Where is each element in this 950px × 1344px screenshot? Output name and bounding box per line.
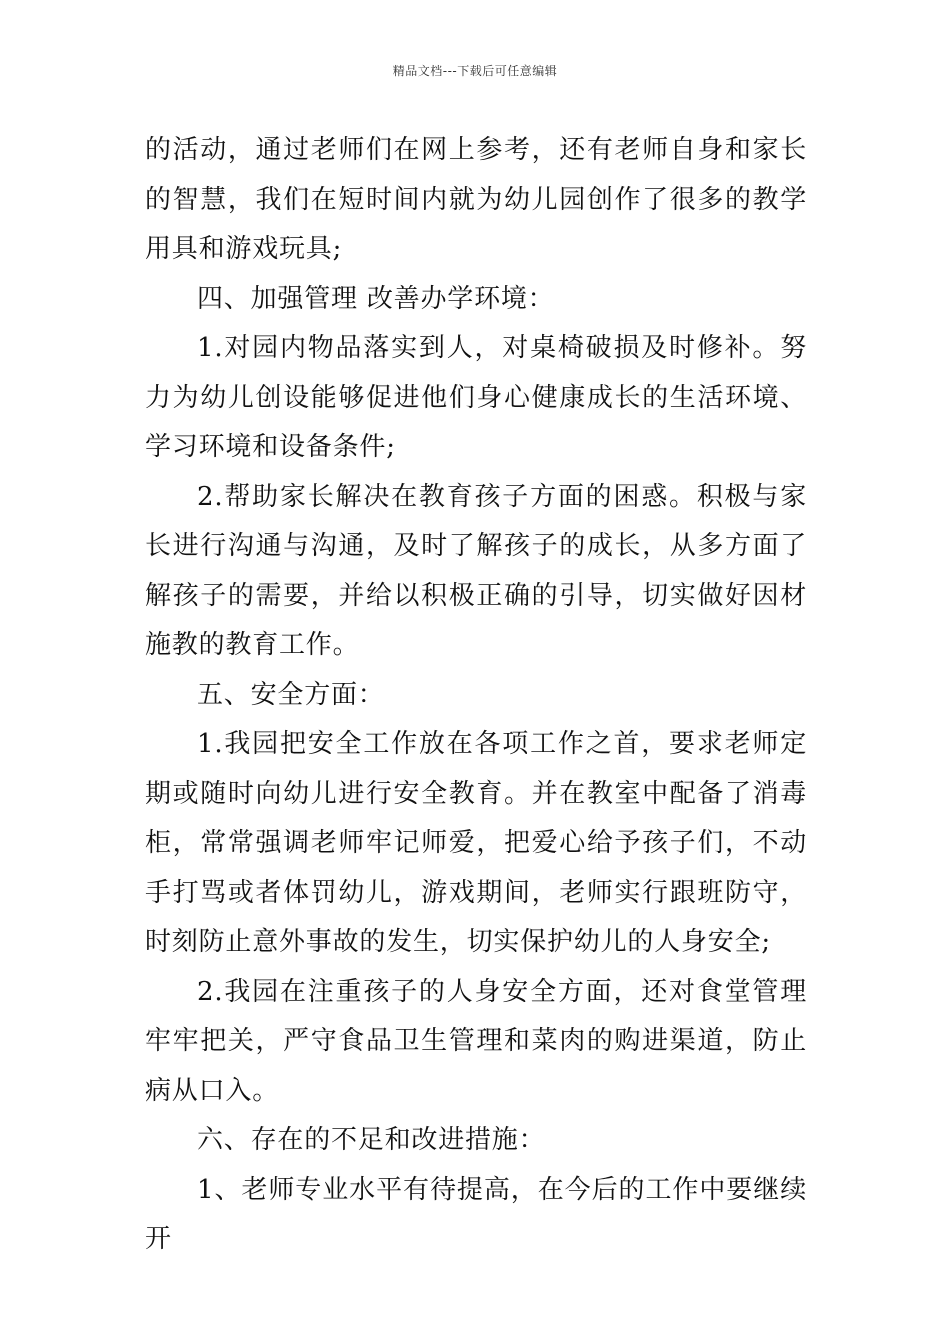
section-heading: 五、安全方面：	[197, 679, 385, 710]
document-body	[145, 126, 807, 1265]
paragraph: 1.对园内物品落实到人，对桌椅破损及时修补。努力为幼儿创设能够促进他们身心健康成长的生活环境、学习环境和设备条件;	[145, 333, 807, 462]
paragraph: 2.我园在注重孩子的人身安全方面，还对食堂管理牢牢把关，严守食品卫生管理和菜肉的购进渠道，防止病从口入。	[145, 976, 807, 1106]
paragraph: 1.我园把安全工作放在各项工作之首，要求老师定期或随时向幼儿进行安全教育。并在教室中配备了消毒柜，常常强调老师牢记师爱，把爱心给予孩子们，不动手打骂或者体罚幼儿，游戏期间，老师实行跟班防守，时刻防止意外事故的发生，切实保护幼儿的人身安全;	[145, 729, 807, 957]
section-heading: 四、加强管理 改善办学环境：	[197, 283, 555, 314]
paragraph: 的活动，通过老师们在网上参考，还有老师自身和家长的智慧，我们在短时间内就为幼儿园创作了很多的教学用具和游戏玩具;	[145, 135, 807, 264]
paragraph: 1、老师专业水平有待提高，在今后的工作中要继续开	[145, 1174, 807, 1254]
page-header: 精品文档---下载后可任意编辑	[392, 64, 558, 78]
section-heading: 六、存在的不足和改进措施：	[197, 1125, 546, 1155]
paragraph: 2.帮助家长解决在教育孩子方面的困惑。积极与家长进行沟通与沟通，及时了解孩子的成长，从多方面了解孩子的需要，并给以积极正确的引导，切实做好因材施教的教育工作。	[145, 481, 807, 660]
